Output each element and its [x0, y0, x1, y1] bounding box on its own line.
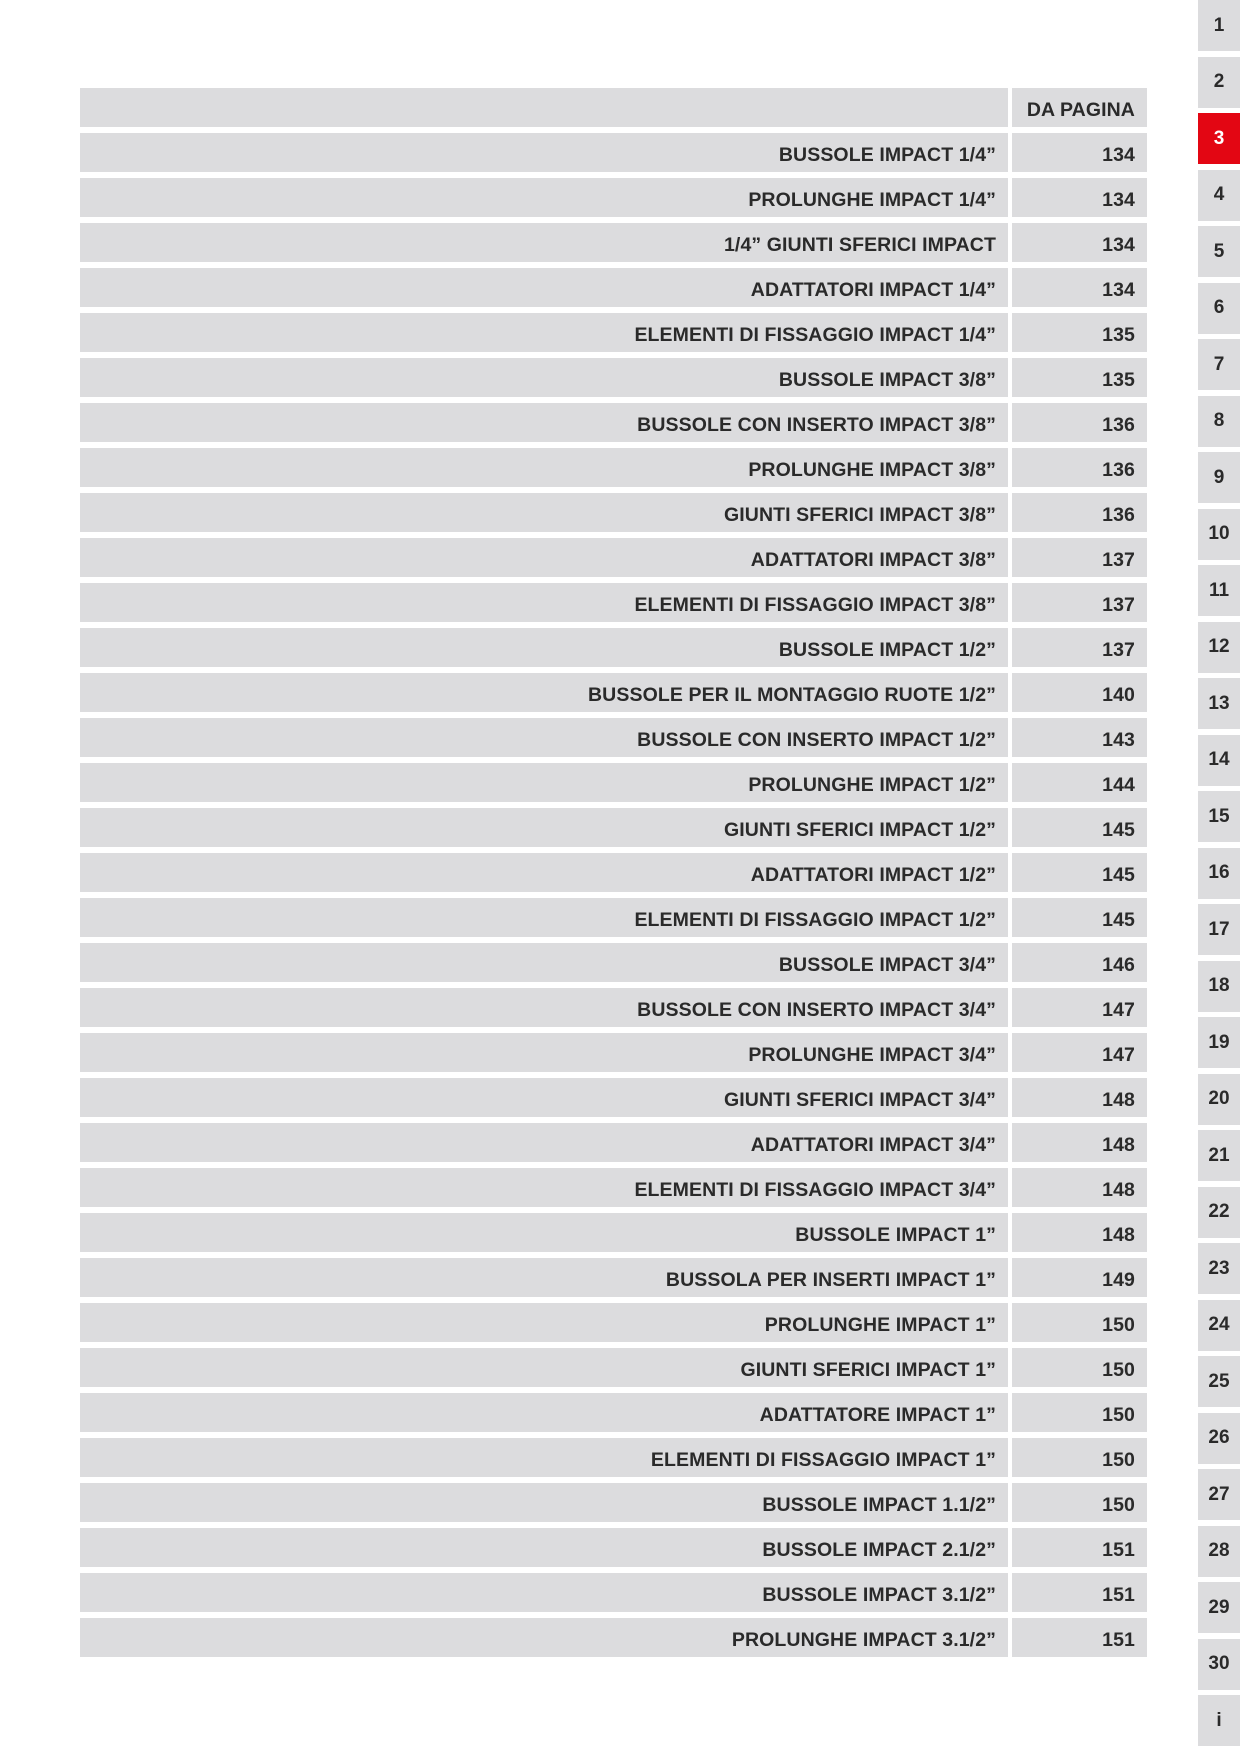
toc-entry-page: 136 — [1012, 403, 1147, 442]
table-of-contents — [80, 88, 1147, 1663]
toc-entry-page: 145 — [1012, 898, 1147, 937]
chapter-tab-9[interactable]: 9 — [1198, 452, 1240, 503]
table-row[interactable] — [80, 988, 1147, 1027]
chapter-tab-28[interactable]: 28 — [1198, 1526, 1240, 1577]
toc-entry-page: 143 — [1012, 718, 1147, 757]
table-row[interactable] — [80, 583, 1147, 622]
toc-entry-page: 150 — [1012, 1348, 1147, 1387]
chapter-tab-25[interactable]: 25 — [1198, 1356, 1240, 1407]
chapter-tab-17[interactable]: 17 — [1198, 904, 1240, 955]
chapter-tab-21[interactable]: 21 — [1198, 1130, 1240, 1181]
table-row[interactable] — [80, 538, 1147, 577]
table-row[interactable] — [80, 1393, 1147, 1432]
toc-entry-title: PROLUNGHE IMPACT 1/2” — [80, 763, 1008, 802]
table-row[interactable] — [80, 358, 1147, 397]
table-row[interactable] — [80, 1258, 1147, 1297]
table-row[interactable] — [80, 1483, 1147, 1522]
toc-entry-title: GIUNTI SFERICI IMPACT 3/8” — [80, 493, 1008, 532]
toc-entry-page: 140 — [1012, 673, 1147, 712]
table-row[interactable] — [80, 1528, 1147, 1567]
toc-entry-page: 150 — [1012, 1483, 1147, 1522]
table-row[interactable] — [80, 178, 1147, 217]
chapter-tab-29[interactable]: 29 — [1198, 1582, 1240, 1633]
toc-entry-page: 148 — [1012, 1123, 1147, 1162]
toc-entry-page: 148 — [1012, 1213, 1147, 1252]
toc-entry-title: BUSSOLE CON INSERTO IMPACT 3/4” — [80, 988, 1008, 1027]
table-row[interactable] — [80, 1618, 1147, 1657]
toc-entry-page: 137 — [1012, 538, 1147, 577]
toc-entry-page: 148 — [1012, 1078, 1147, 1117]
table-row[interactable] — [80, 1438, 1147, 1477]
toc-entry-title: ADATTATORI IMPACT 3/4” — [80, 1123, 1008, 1162]
table-row[interactable] — [80, 223, 1147, 262]
chapter-tab-14[interactable]: 14 — [1198, 735, 1240, 786]
chapter-tab-22[interactable]: 22 — [1198, 1187, 1240, 1238]
table-row[interactable] — [80, 448, 1147, 487]
toc-entry-page: 149 — [1012, 1258, 1147, 1297]
table-row[interactable] — [80, 673, 1147, 712]
toc-header-row — [80, 88, 1147, 127]
toc-entry-page: 145 — [1012, 853, 1147, 892]
chapter-tab-15[interactable]: 15 — [1198, 791, 1240, 842]
toc-entry-title: ADATTATORI IMPACT 1/4” — [80, 268, 1008, 307]
toc-entry-title: ELEMENTI DI FISSAGGIO IMPACT 1” — [80, 1438, 1008, 1477]
toc-entry-page: 144 — [1012, 763, 1147, 802]
toc-entry-title: PROLUNGHE IMPACT 3.1/2” — [80, 1618, 1008, 1657]
toc-entry-title: ADATTATORI IMPACT 3/8” — [80, 538, 1008, 577]
table-row[interactable] — [80, 763, 1147, 802]
toc-entry-page: 137 — [1012, 583, 1147, 622]
toc-rows — [80, 133, 1147, 1657]
toc-entry-page: 135 — [1012, 358, 1147, 397]
toc-entry-page: 134 — [1012, 133, 1147, 172]
chapter-tab-13[interactable]: 13 — [1198, 678, 1240, 729]
toc-entry-title: BUSSOLE IMPACT 1/4” — [80, 133, 1008, 172]
table-row[interactable] — [80, 943, 1147, 982]
toc-entry-title: PROLUNGHE IMPACT 1/4” — [80, 178, 1008, 217]
table-row[interactable] — [80, 628, 1147, 667]
table-row[interactable] — [80, 1348, 1147, 1387]
table-row[interactable] — [80, 1078, 1147, 1117]
chapter-tab-6[interactable]: 6 — [1198, 283, 1240, 334]
toc-entry-title: ELEMENTI DI FISSAGGIO IMPACT 3/4” — [80, 1168, 1008, 1207]
toc-entry-title: BUSSOLE PER IL MONTAGGIO RUOTE 1/2” — [80, 673, 1008, 712]
toc-entry-page: 145 — [1012, 808, 1147, 847]
chapter-tab-2[interactable]: 2 — [1198, 57, 1240, 108]
chapter-tab-24[interactable]: 24 — [1198, 1300, 1240, 1351]
toc-entry-page: 147 — [1012, 1033, 1147, 1072]
toc-entry-page: 136 — [1012, 448, 1147, 487]
toc-entry-title: GIUNTI SFERICI IMPACT 1/2” — [80, 808, 1008, 847]
chapter-tab-8[interactable]: 8 — [1198, 396, 1240, 447]
chapter-tab-20[interactable]: 20 — [1198, 1074, 1240, 1125]
chapter-tab-16[interactable]: 16 — [1198, 848, 1240, 899]
toc-entry-page: 150 — [1012, 1393, 1147, 1432]
toc-entry-page: 151 — [1012, 1573, 1147, 1612]
table-row[interactable] — [80, 403, 1147, 442]
toc-entry-page: 148 — [1012, 1168, 1147, 1207]
toc-entry-page: 134 — [1012, 268, 1147, 307]
table-row[interactable] — [80, 853, 1147, 892]
toc-entry-title: PROLUNGHE IMPACT 3/8” — [80, 448, 1008, 487]
chapter-tab-11[interactable]: 11 — [1198, 565, 1240, 616]
toc-entry-title: PROLUNGHE IMPACT 3/4” — [80, 1033, 1008, 1072]
chapter-tab-7[interactable]: 7 — [1198, 339, 1240, 390]
toc-entry-title: ADATTATORI IMPACT 1/2” — [80, 853, 1008, 892]
toc-entry-title: GIUNTI SFERICI IMPACT 3/4” — [80, 1078, 1008, 1117]
toc-entry-title: 1/4” GIUNTI SFERICI IMPACT — [80, 223, 1008, 262]
toc-header-title-cell — [80, 88, 1008, 127]
chapter-tab-1[interactable]: 1 — [1198, 0, 1240, 51]
chapter-tab-10[interactable]: 10 — [1198, 509, 1240, 560]
toc-entry-title: BUSSOLE CON INSERTO IMPACT 1/2” — [80, 718, 1008, 757]
chapter-tabs — [1198, 0, 1240, 1752]
toc-header-page-label: DA PAGINA — [1012, 88, 1147, 127]
toc-entry-title: GIUNTI SFERICI IMPACT 1” — [80, 1348, 1008, 1387]
table-row[interactable] — [80, 1033, 1147, 1072]
table-row[interactable] — [80, 268, 1147, 307]
toc-entry-title: BUSSOLE IMPACT 1.1/2” — [80, 1483, 1008, 1522]
toc-entry-page: 134 — [1012, 178, 1147, 217]
table-row[interactable] — [80, 1123, 1147, 1162]
toc-entry-title: ELEMENTI DI FISSAGGIO IMPACT 1/4” — [80, 313, 1008, 352]
toc-entry-title: ELEMENTI DI FISSAGGIO IMPACT 3/8” — [80, 583, 1008, 622]
chapter-tab-23[interactable]: 23 — [1198, 1243, 1240, 1294]
toc-entry-page: 136 — [1012, 493, 1147, 532]
toc-entry-page: 150 — [1012, 1303, 1147, 1342]
chapter-tab-4[interactable]: 4 — [1198, 170, 1240, 221]
table-row[interactable] — [80, 493, 1147, 532]
table-row[interactable] — [80, 313, 1147, 352]
chapter-tab-i[interactable]: i — [1198, 1695, 1240, 1746]
chapter-tab-12[interactable]: 12 — [1198, 622, 1240, 673]
toc-entry-title: BUSSOLE IMPACT 1” — [80, 1213, 1008, 1252]
chapter-tab-27[interactable]: 27 — [1198, 1469, 1240, 1520]
toc-entry-title: PROLUNGHE IMPACT 1” — [80, 1303, 1008, 1342]
table-row[interactable] — [80, 1303, 1147, 1342]
chapter-tab-30[interactable]: 30 — [1198, 1639, 1240, 1690]
table-row[interactable] — [80, 808, 1147, 847]
toc-entry-title: ADATTATORE IMPACT 1” — [80, 1393, 1008, 1432]
toc-entry-page: 147 — [1012, 988, 1147, 1027]
chapter-tab-26[interactable]: 26 — [1198, 1413, 1240, 1464]
chapter-tab-5[interactable]: 5 — [1198, 226, 1240, 277]
toc-entry-title: BUSSOLE IMPACT 3/8” — [80, 358, 1008, 397]
chapter-tab-18[interactable]: 18 — [1198, 961, 1240, 1012]
chapter-tab-19[interactable]: 19 — [1198, 1017, 1240, 1068]
toc-entry-page: 146 — [1012, 943, 1147, 982]
toc-entry-page: 151 — [1012, 1528, 1147, 1567]
table-row[interactable] — [80, 1213, 1147, 1252]
toc-entry-title: BUSSOLA PER INSERTI IMPACT 1” — [80, 1258, 1008, 1297]
table-row[interactable] — [80, 1573, 1147, 1612]
chapter-tab-3[interactable]: 3 — [1198, 113, 1240, 164]
toc-entry-title: BUSSOLE IMPACT 1/2” — [80, 628, 1008, 667]
toc-entry-page: 137 — [1012, 628, 1147, 667]
toc-entry-title: BUSSOLE IMPACT 3/4” — [80, 943, 1008, 982]
toc-entry-title: ELEMENTI DI FISSAGGIO IMPACT 1/2” — [80, 898, 1008, 937]
table-row[interactable] — [80, 133, 1147, 172]
toc-entry-page: 134 — [1012, 223, 1147, 262]
toc-entry-title: BUSSOLE CON INSERTO IMPACT 3/8” — [80, 403, 1008, 442]
table-row[interactable] — [80, 898, 1147, 937]
table-row[interactable] — [80, 718, 1147, 757]
toc-entry-page: 150 — [1012, 1438, 1147, 1477]
table-row[interactable] — [80, 1168, 1147, 1207]
toc-entry-page: 135 — [1012, 313, 1147, 352]
toc-entry-title: BUSSOLE IMPACT 2.1/2” — [80, 1528, 1008, 1567]
toc-entry-page: 151 — [1012, 1618, 1147, 1657]
toc-entry-title: BUSSOLE IMPACT 3.1/2” — [80, 1573, 1008, 1612]
